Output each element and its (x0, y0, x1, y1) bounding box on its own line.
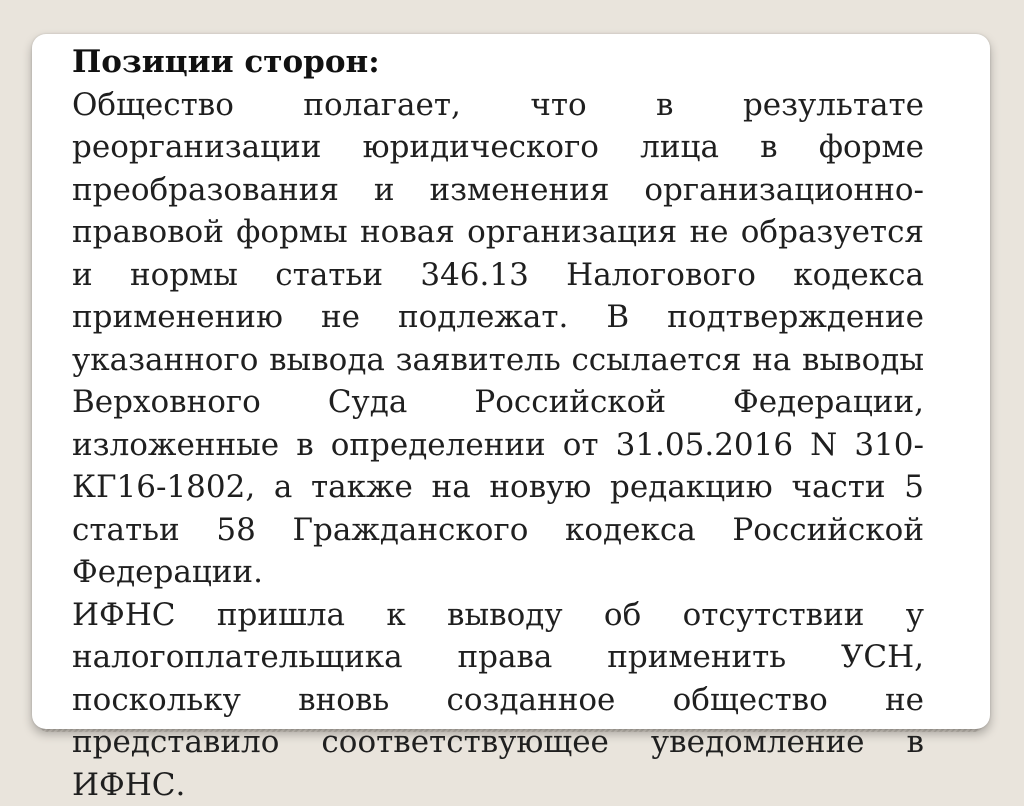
slide-content (72, 41, 924, 806)
tax-authority-position-paragraph: ИФНС пришла к выводу об отсутствии у налогоплательщика права применить УСН, поскольку вновь созданное общество не представило соответствующее уведомление в ИФНС. (72, 594, 924, 806)
company-position-paragraph: Общество полагает, что в результате реорганизации юридического лица в форме преобразования и изменения организационно-правовой формы новая организация не образуется и нормы статьи 346.13 Налогового кодекса применению не подлежат. В подтверждение указанного вывода заявитель ссылается на выводы Верховного Суда Российской Федерации, изложенные в определении от 31.05.2016 N 310-КГ16-1802, а также на новую редакцию части 5 статьи 58 Гражданского кодекса Российской Федерации. (72, 84, 924, 594)
slide-title: Позиции сторон: (72, 41, 924, 84)
